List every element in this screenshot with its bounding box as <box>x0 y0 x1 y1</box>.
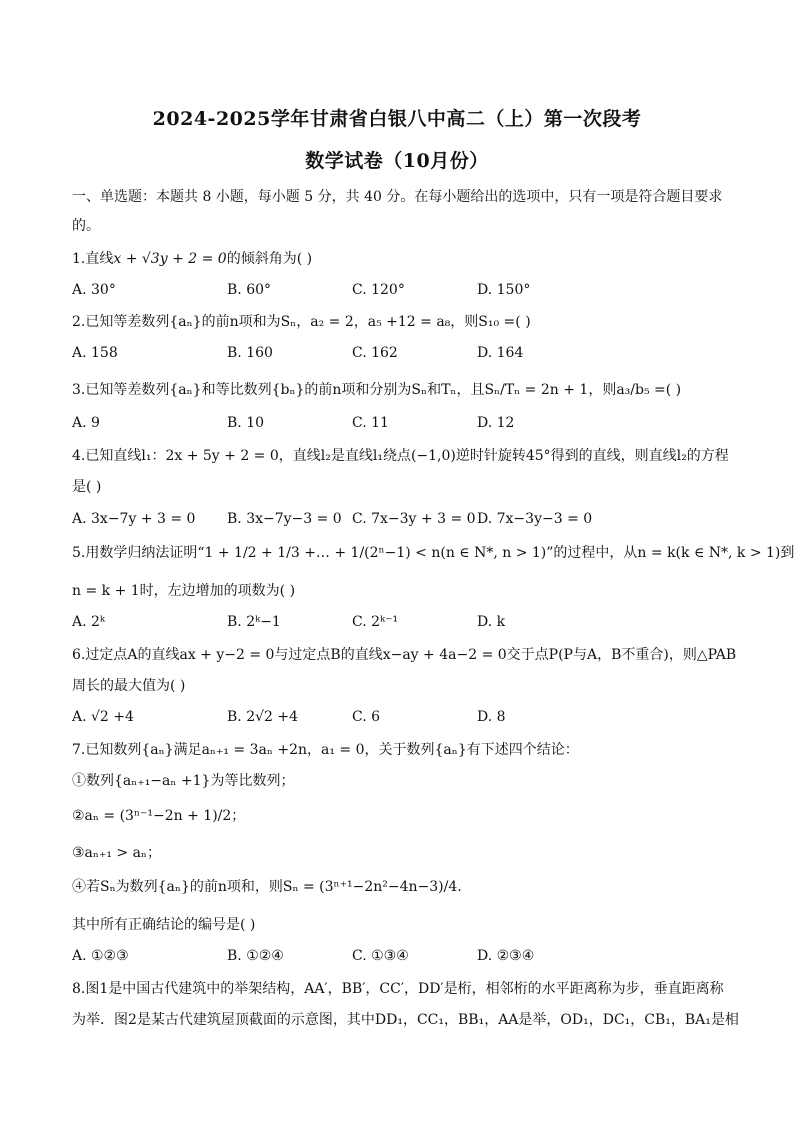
q1-stem-prefix: 1.直线 <box>72 251 114 267</box>
q8-stem-cont: 为举．图2是某古代建筑屋顶截面的示意图，其中DD₁，CC₁，BB₁，AA是举，OD₁，DC₁，CB₁，BA₁是相 <box>72 1012 739 1028</box>
exam-subtitle: 数学试卷（10月份） <box>305 150 489 172</box>
q4-stem-cont: 是( ) <box>72 479 102 495</box>
q6-stem: 6.过定点A的直线ax + y−2 = 0与过定点B的直线x−ay + 4a−2 = 0交于点P(P与A，B不重合)，则△PAB <box>72 647 737 663</box>
q4-option-c[interactable]: C. 7x−3y + 3 = 0 <box>352 511 476 527</box>
q1-option-a[interactable]: A. 30° <box>72 282 116 298</box>
q4-option-d[interactable]: D. 7x−3y−3 = 0 <box>477 511 593 527</box>
q1-stem-suffix: 的倾斜角为( ) <box>226 251 313 267</box>
q6-option-b[interactable]: B. 2√2 +4 <box>227 709 299 725</box>
q6-option-d[interactable]: D. 8 <box>477 709 506 725</box>
q7-option-c[interactable]: C. ①③④ <box>352 948 409 964</box>
q2-stem: 2.已知等差数列{aₙ}的前n项和为Sₙ，a₂ = 2，a₅ +12 = a₈，则S₁₀ =( ) <box>72 314 531 330</box>
q2-option-a[interactable]: A. 158 <box>72 345 118 361</box>
q6-option-c[interactable]: C. 6 <box>352 709 381 725</box>
q5-option-c[interactable]: C. 2ᵏ⁻¹ <box>352 614 399 630</box>
q3-option-b[interactable]: B. 10 <box>227 415 265 431</box>
q7-stem: 7.已知数列{aₙ}满足aₙ₊₁ = 3aₙ +2n，a₁ = 0，关于数列{aₙ}有下述四个结论： <box>72 742 579 758</box>
q1-stem-math: x + √3y + 2 = 0 <box>113 251 227 267</box>
section-heading-cont: 的。 <box>72 218 100 234</box>
q2-option-c[interactable]: C. 162 <box>352 345 398 361</box>
q1-option-b[interactable]: B. 60° <box>227 282 272 298</box>
q2-option-d[interactable]: D. 164 <box>477 345 524 361</box>
q7-conclusion-1: ①数列{aₙ₊₁−aₙ +1}为等比数列； <box>72 773 295 789</box>
q8-stem: 8.图1是中国古代建筑中的举架结构，AA′，BB′，CC′，DD′是桁，相邻桁的水平距离称为步，垂直距离称 <box>72 981 724 997</box>
q5-option-d[interactable]: D. k <box>477 614 506 630</box>
q5-stem-cont: n = k + 1时，左边增加的项数为( ) <box>72 583 296 599</box>
q7-conclusion-4: ④若Sₙ为数列{aₙ}的前n项和，则Sₙ = (3ⁿ⁺¹−2n²−4n−3)/4. <box>72 879 462 895</box>
q7-conclusion-2: ②aₙ = (3ⁿ⁻¹−2n + 1)/2； <box>72 808 246 824</box>
q7-question: 其中所有正确结论的编号是( ) <box>72 917 256 933</box>
q7-option-d[interactable]: D. ②③④ <box>477 948 535 964</box>
q3-option-a[interactable]: A. 9 <box>72 415 100 431</box>
q4-stem: 4.已知直线l₁：2x + 5y + 2 = 0，直线l₂是直线l₁绕点(−1,0)逆时针旋转45°得到的直线，则直线l₂的方程 <box>72 448 729 464</box>
section-heading: 一、单选题：本题共 8 小题，每小题 5 分，共 40 分。在每小题给出的选项中，只有一项是符合题目要求 <box>72 189 723 205</box>
q3-option-d[interactable]: D. 12 <box>477 415 515 431</box>
q6-stem-cont: 周长的最大值为( ) <box>72 678 186 694</box>
q5-option-b[interactable]: B. 2ᵏ−1 <box>227 614 281 630</box>
q2-option-b[interactable]: B. 160 <box>227 345 273 361</box>
exam-title: 2024-2025学年甘肃省白银八中高二（上）第一次段考 <box>152 108 642 130</box>
q3-stem: 3.已知等差数列{aₙ}和等比数列{bₙ}的前n项和分别为Sₙ和Tₙ，且Sₙ/Tₙ = 2n + 1，则a₃/b₅ =( ) <box>72 382 682 398</box>
q3-option-c[interactable]: C. 11 <box>352 415 389 431</box>
q1-option-d[interactable]: D. 150° <box>477 282 531 298</box>
q7-option-b[interactable]: B. ①②④ <box>227 948 284 964</box>
q4-option-b[interactable]: B. 3x−7y−3 = 0 <box>227 511 342 527</box>
q1-stem <box>72 252 312 266</box>
q7-option-a[interactable]: A. ①②③ <box>72 948 129 964</box>
q4-option-a[interactable]: A. 3x−7y + 3 = 0 <box>72 511 196 527</box>
q7-conclusion-3: ③aₙ₊₁ > aₙ； <box>72 845 161 861</box>
q6-option-a[interactable]: A. √2 +4 <box>72 709 134 725</box>
q5-stem: 5.用数学归纳法证明“1 + 1/2 + 1/3 +… + 1/(2ⁿ−1) < n(n ∈ N*, n > 1)”的过程中，从n = k(k ∈ N*, k > 1)到 <box>72 545 794 561</box>
q1-option-c[interactable]: C. 120° <box>352 282 405 298</box>
q5-option-a[interactable]: A. 2ᵏ <box>72 614 106 630</box>
